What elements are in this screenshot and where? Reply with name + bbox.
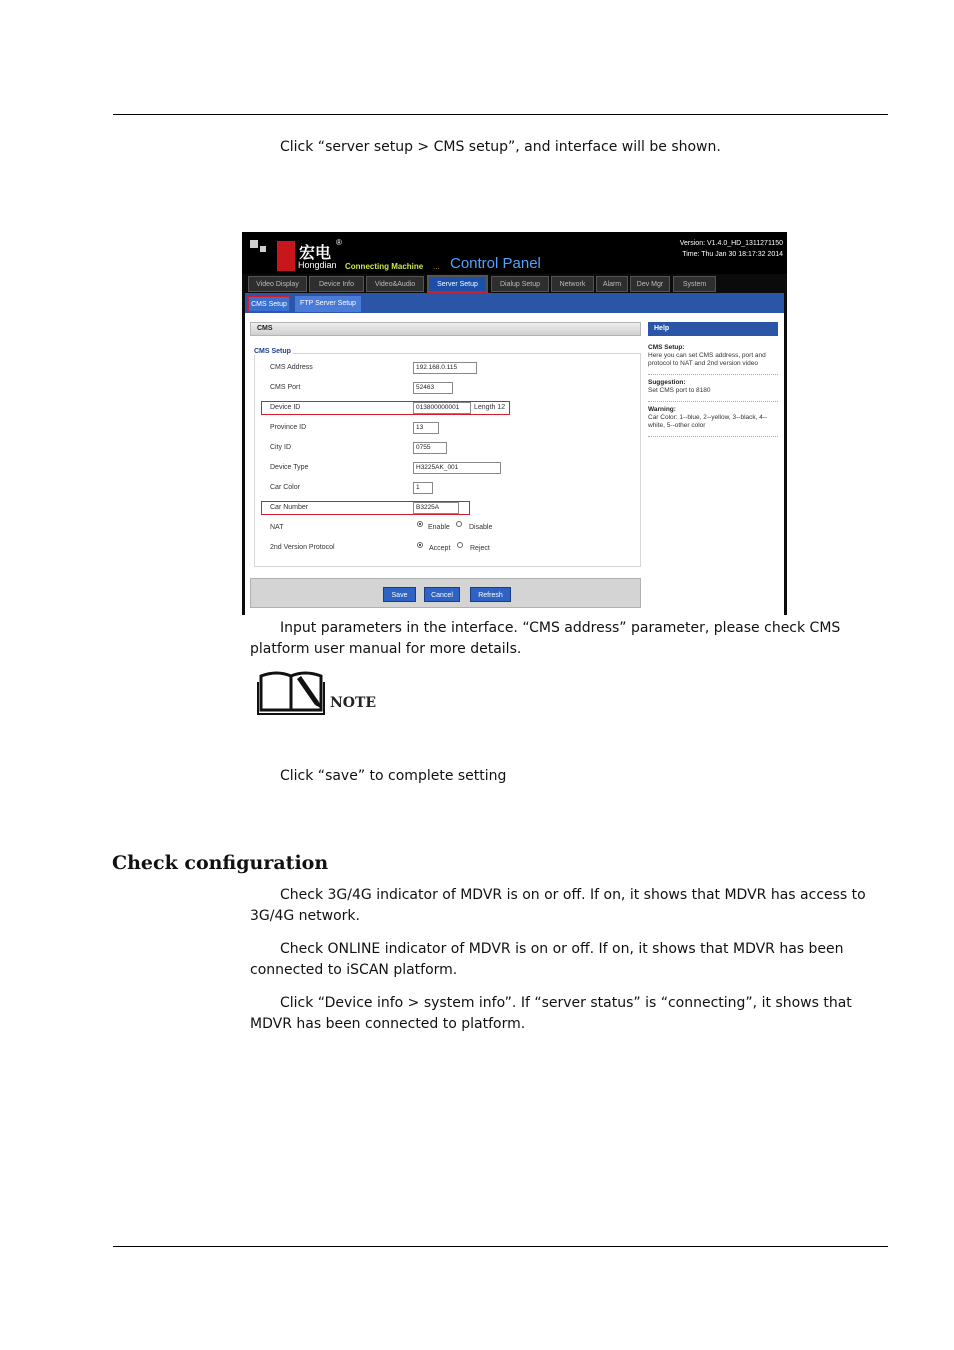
city-id-input[interactable]: 0755: [413, 442, 447, 454]
nat-disable-label: Disable: [469, 524, 493, 531]
help-cms-text: Here you can set CMS address, port and protocol to NAT and 2nd version video: [648, 352, 766, 367]
subtab-ftp-server-setup[interactable]: FTP Server Setup: [295, 296, 361, 312]
device-id-length: Length 12: [474, 404, 506, 411]
car-number-input[interactable]: B3225A: [413, 502, 459, 514]
label-cms-address: CMS Address: [270, 364, 313, 371]
protocol-accept-label: Accept: [429, 545, 451, 552]
protocol-reject-radio[interactable]: [457, 542, 463, 548]
device-type-input[interactable]: H3225AK_001: [413, 462, 501, 474]
tab-dialup-setup[interactable]: Dialup Setup: [491, 276, 549, 292]
check-online-paragraph: Check ONLINE indicator of MDVR is on or off. If on, it shows that MDVR has been connected to iSCAN platform.: [250, 941, 844, 978]
help-cms-heading: CMS Setup:: [648, 344, 685, 351]
help-divider: [648, 401, 778, 402]
help-title-bar: Help: [648, 322, 778, 336]
top-rule: [113, 114, 888, 115]
content-area: [245, 313, 784, 615]
subtab-bar: [245, 293, 784, 313]
check-3g-paragraph: Check 3G/4G indicator of MDVR is on or off. If on, it shows that MDVR has access to 3G/4G network.: [250, 887, 866, 924]
device-info-paragraph: Click “Device info > system info”. If “server status” is “connecting”, it shows that MDVR has been connected to platform.: [250, 995, 852, 1032]
protocol-reject-label: Reject: [470, 545, 490, 552]
tab-alarm[interactable]: Alarm: [596, 276, 628, 292]
save-paragraph: Click “save” to complete setting: [280, 768, 507, 784]
province-id-input[interactable]: 13: [413, 422, 439, 434]
version-text: Version: V1.4.0_HD_1311271150: [679, 240, 783, 247]
label-cms-port: CMS Port: [270, 384, 301, 391]
logo-mark: [250, 240, 258, 248]
label-city-id: City ID: [270, 444, 291, 451]
refresh-button[interactable]: Refresh: [470, 587, 511, 602]
tab-video-audio[interactable]: Video&Audio: [366, 276, 424, 292]
label-car-color: Car Color: [270, 484, 300, 491]
brand-chinese: 宏电: [299, 243, 332, 262]
open-book-icon: [257, 668, 329, 716]
brand-dots: ...: [433, 262, 440, 271]
save-button[interactable]: Save: [383, 587, 416, 602]
label-nat: NAT: [270, 524, 284, 531]
registered-mark: ®: [336, 238, 342, 247]
subtab-cms-setup[interactable]: CMS Setup: [248, 296, 290, 312]
device-id-input[interactable]: 013800000001: [413, 402, 471, 414]
tab-server-setup[interactable]: Server Setup: [428, 276, 487, 292]
help-divider: [648, 436, 778, 437]
help-warning-heading: Warning:: [648, 406, 676, 413]
nat-enable-label: Enable: [428, 524, 450, 531]
car-color-input[interactable]: 1: [413, 482, 433, 494]
input-parameters-paragraph: Input parameters in the interface. “CMS address” parameter, please check CMS platform user manual for more details.: [250, 620, 841, 657]
cms-address-input[interactable]: 192.168.0.115: [413, 362, 477, 374]
note-block: [257, 668, 387, 716]
tab-system[interactable]: System: [673, 276, 716, 292]
control-panel-title: Control Panel: [450, 255, 541, 272]
bottom-rule: [113, 1246, 888, 1247]
help-suggestion-text: Set CMS port to 8180: [648, 387, 711, 394]
brand-tagline: Connecting Machine: [345, 262, 424, 271]
protocol-accept-radio[interactable]: [417, 542, 423, 548]
tab-network[interactable]: Network: [551, 276, 594, 292]
tab-device-info[interactable]: Device Info: [309, 276, 364, 292]
help-panel: [648, 340, 778, 441]
cancel-button[interactable]: Cancel: [424, 587, 460, 602]
help-suggestion-heading: Suggestion:: [648, 379, 686, 386]
note-label: NOTE: [330, 695, 377, 711]
cms-port-input[interactable]: 52463: [413, 382, 453, 394]
nat-enable-radio[interactable]: [417, 521, 423, 527]
intro-paragraph: Click “server setup > CMS setup”, and interface will be shown.: [280, 139, 721, 155]
screenshot-header: [242, 232, 787, 274]
brand-english: Hongdian: [298, 260, 337, 270]
section-heading: Check configuration: [112, 852, 329, 874]
time-text: Time: Thu Jan 30 18:17:32 2014: [682, 251, 783, 258]
label-car-number: Car Number: [270, 504, 309, 511]
button-bar: [250, 578, 641, 608]
help-warning-text: Car Color: 1--blue, 2--yellow, 3--black, 4--white, 5--other color: [648, 414, 768, 429]
nat-disable-radio[interactable]: [456, 521, 462, 527]
fieldset-legend: CMS Setup: [254, 348, 291, 355]
label-device-id: Device ID: [270, 404, 301, 411]
version-info: [680, 238, 783, 260]
section-bar-cms: CMS: [250, 322, 641, 336]
label-province-id: Province ID: [270, 424, 307, 431]
label-device-type: Device Type: [270, 464, 309, 471]
cms-setup-screenshot: [242, 232, 787, 615]
tab-dev-mgr[interactable]: Dev Mgr: [630, 276, 670, 292]
label-2nd-version-protocol: 2nd Version Protocol: [270, 544, 335, 551]
help-divider: [648, 374, 778, 375]
hongdian-logo-icon: [277, 241, 295, 271]
logo-mark-small: [260, 246, 266, 252]
tab-video-display[interactable]: Video Display: [248, 276, 307, 292]
